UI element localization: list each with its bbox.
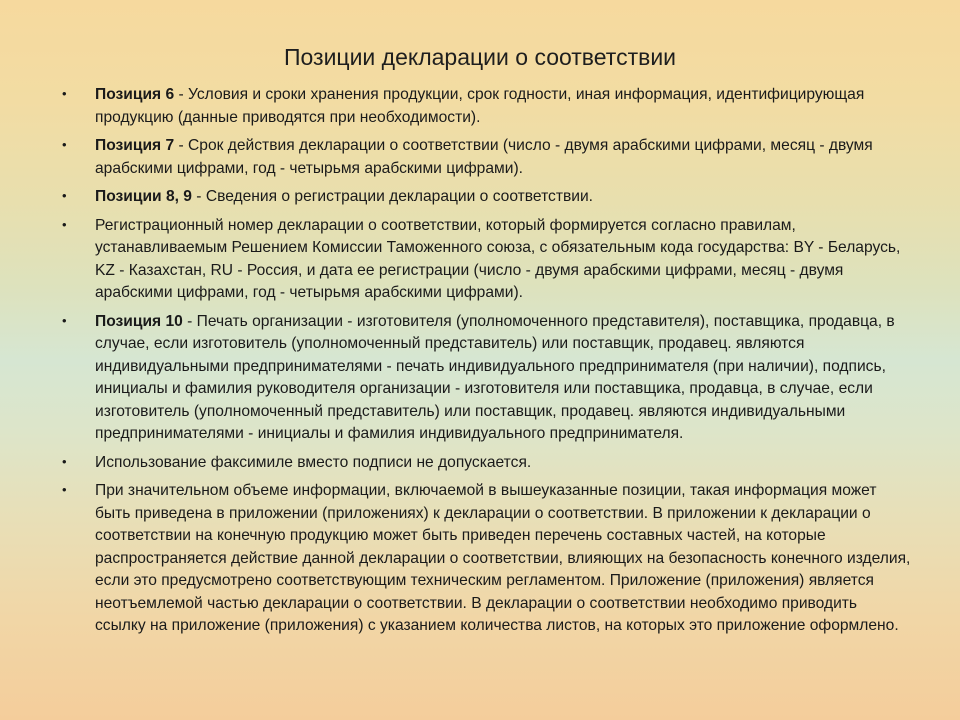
bullet-item-position-6 [62,84,912,129]
bullet-item-positions-8-9 [62,186,912,209]
bullet-dot-icon: • [62,188,67,203]
bullet-text: - Условия и сроки хранения продукции, срок годности, иная информация, идентифицирующая продукцию (данные приводятся при необходимости). [95,86,865,126]
bullet-item-appendix [62,480,912,638]
bullet-text: При значительном объеме информации, включаемой в вышеуказанные позиции, такая информация может быть приведена в приложении (приложениях) к декларации о соответствии. В приложении к декларации о соответствии на конечную продукцию может быть приведен перечень составных частей, на которые распространяется действие данной декларации о соответствии, влияющих на безопасность конечного изделия, если это предусмотрено соответствующим техническим регламентом. Приложение (приложения) является неотъемлемой частью декларации о соответствии. В декларации о соответствии необходимо приводить ссылку на приложение (приложения) с указанием количества листов, на которых это приложение оформлено. [95,482,911,634]
bullet-list [62,84,912,644]
bullet-dot-icon: • [62,216,67,232]
slide-title: Позиции декларации о соответствии [283,44,677,70]
bullet-item-facsimile [62,452,912,475]
bullet-dot-icon: • [62,86,67,101]
bullet-dot-icon: • [62,453,67,469]
bullet-dot-icon: • [62,137,67,152]
bullet-text: - Печать организации - изготовителя (уполномоченного представителя), поставщика, продавца, в случае, если изготовитель (уполномоченный представитель) или поставщик, продавец. являются индивидуальными предпринимателями - печать индивидуального предпринимателя (при наличии), подпись, инициалы и фамилия руководителя организации - изготовителя или поставщика, продавца, в случае, если изготовитель (уполномоченный представитель) или поставщик, продавец. являются индивидуальными предпринимателями - инициалы и фамилия индивидуального предпринимателя. [95,312,895,442]
bullet-label: Позиция 6 [95,86,175,103]
bullet-item-registration-number [62,215,912,305]
bullet-text: - Сведения о регистрации декларации о соответствии. [191,188,594,205]
bullet-dot-icon: • [62,312,67,328]
bullet-item-position-7 [62,135,912,180]
bullet-label: Позиция 10 [95,312,183,330]
bullet-label: Позиция 7 [95,137,175,154]
bullet-text: Регистрационный номер декларации о соответствии, который формируется согласно правилам, устанавливаемым Решением Комиссии Таможенного союза, с обязательным кода государства: BY - Беларусь, KZ - Казахстан, RU - Россия, и дата ее регистрации (число - двумя арабскими цифрами, месяц - двумя арабскими цифрами, год - четырьмя арабскими цифрами). [95,216,901,301]
bullet-label: Позиции 8, 9 [95,188,192,205]
bullet-dot-icon: • [62,482,67,497]
bullet-text: - Срок действия декларации о соответствии (число - двумя арабскими цифрами, месяц - двумя арабскими цифрами, год - четырьмя арабскими цифрами). [95,137,873,177]
bullet-item-position-10 [62,311,912,446]
bullet-text: Использование факсимиле вместо подписи не допускается. [95,453,532,471]
